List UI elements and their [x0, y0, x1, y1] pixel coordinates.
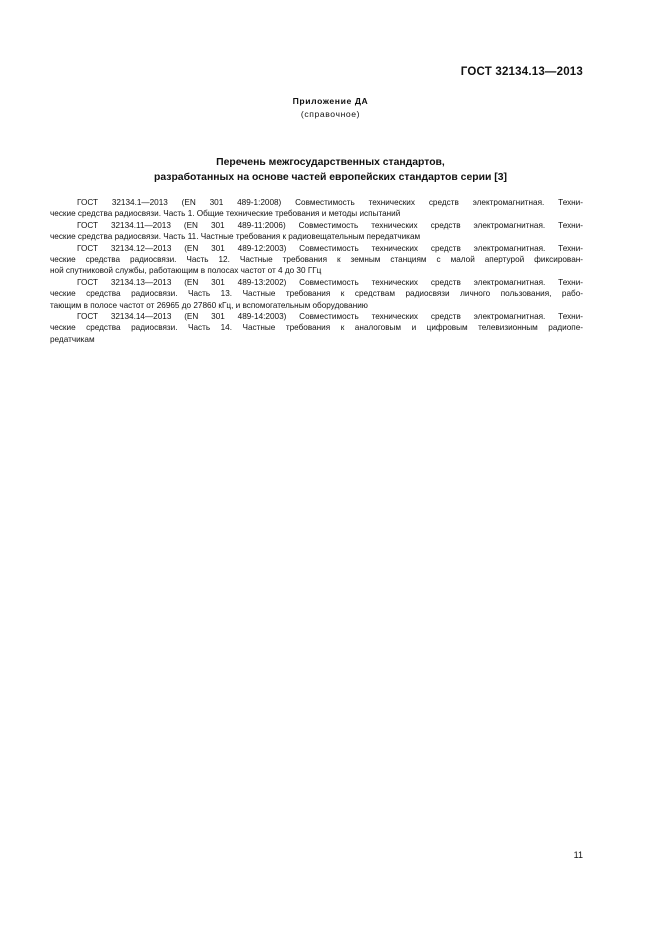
- entry-line: ГОСТ 32134.14—2013 (EN 301 489-14:2003) Совместимость технических средств электромагнитная. Техни-: [77, 312, 583, 322]
- entry-line: ческие средства радиосвязи. Часть 11. Частные требования к радиовещательным передатчикам: [50, 232, 421, 242]
- appendix-title: Приложение ДА: [292, 96, 369, 106]
- entry-line: тающим в полосе частот от 26965 до 27860 кГц, и вспомогательным оборудованию: [50, 300, 368, 310]
- standard-entry-1: [50, 197, 583, 220]
- standard-entry-3: [50, 243, 583, 277]
- document-code-header: ГОСТ 32134.13—2013: [460, 66, 583, 78]
- entry-line: ной спутниковой службы, работающим в полосах частот от 4 до 30 ГГц: [50, 266, 322, 276]
- entry-line: ческие средства радиосвязи. Часть 14. Частные требования к аналоговым и цифровым телевизионным радиопе-: [50, 323, 583, 333]
- entry-line: ческие средства радиосвязи. Часть 12. Частные требования к земным станциям с малой апертурой фиксирован-: [50, 255, 583, 265]
- appendix-block: [0, 95, 661, 121]
- entry-line: ГОСТ 32134.11—2013 (EN 301 489-11:2006) Совместимость технических средств электромагнитная. Техни-: [77, 220, 583, 230]
- standards-list: [50, 197, 583, 345]
- entry-line: редатчикам: [50, 334, 95, 344]
- entry-line: ческие средства радиосвязи. Часть 1. Общие технические требования и методы испытаний: [50, 209, 401, 219]
- list-heading-line-1: Перечень межгосударственных стандартов,: [216, 157, 445, 168]
- list-heading: [0, 155, 661, 185]
- entry-line: ГОСТ 32134.13—2013 (EN 301 489-13:2002) Совместимость технических средств электромагнитная. Техни-: [77, 277, 583, 287]
- entry-line: ческие средства радиосвязи. Часть 13. Частные требования к средствам радиосвязи личного пользования, рабо-: [50, 289, 583, 299]
- list-heading-line-2: разработанных на основе частей европейских стандартов серии [3]: [154, 172, 507, 183]
- standard-entry-2: [50, 220, 583, 243]
- entry-line: ГОСТ 32134.12—2013 (EN 301 489-12:2003) Совместимость технических средств электромагнитная. Техни-: [77, 243, 583, 253]
- standard-entry-5: [50, 311, 583, 345]
- appendix-subtitle: (справочное): [300, 109, 361, 119]
- standard-entry-4: [50, 277, 583, 311]
- page-number: 11: [573, 850, 583, 860]
- entry-line: ГОСТ 32134.1—2013 (EN 301 489-1:2008) Совместимость технических средств электромагнитная. Техни-: [77, 198, 583, 207]
